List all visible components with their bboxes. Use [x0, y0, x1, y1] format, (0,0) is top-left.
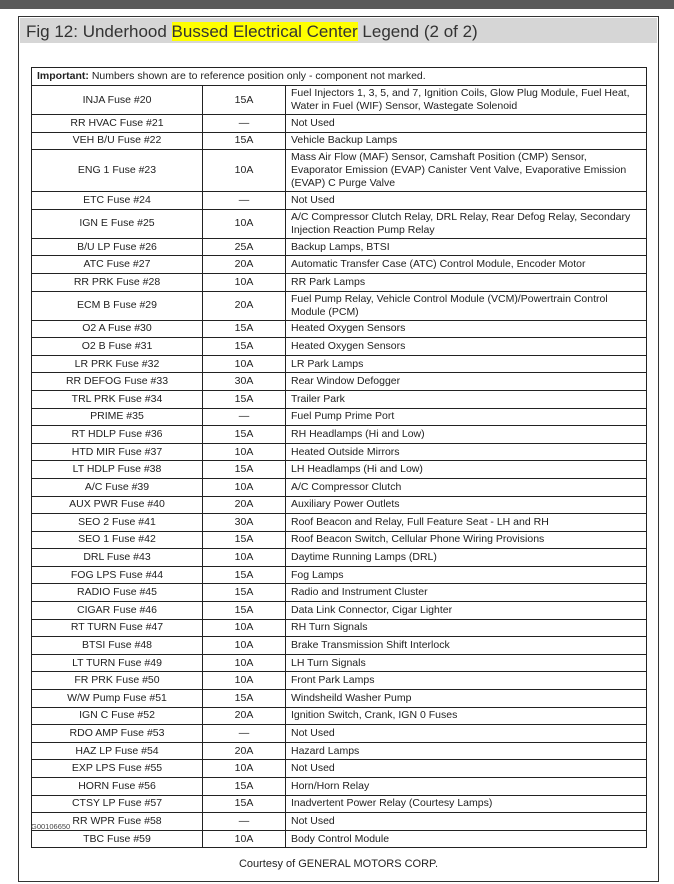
table-row	[32, 115, 647, 133]
fuse-amperage: 30A	[203, 373, 286, 391]
fuse-description: Not Used	[286, 813, 647, 831]
fuse-amperage: 20A	[203, 707, 286, 725]
fuse-name: RDO AMP Fuse #53	[32, 725, 203, 743]
fuse-description: Auxiliary Power Outlets	[286, 496, 647, 514]
table-row	[32, 725, 647, 743]
fuse-description: Fog Lamps	[286, 566, 647, 584]
fuse-name: RT TURN Fuse #47	[32, 619, 203, 637]
fuse-name: RADIO Fuse #45	[32, 584, 203, 602]
fuse-amperage: 15A	[203, 338, 286, 356]
table-row	[32, 654, 647, 672]
fuse-name: AUX PWR Fuse #40	[32, 496, 203, 514]
table-row	[32, 238, 647, 256]
fuse-amperage: —	[203, 192, 286, 210]
fuse-amperage: 10A	[203, 209, 286, 238]
fuse-name: ATC Fuse #27	[32, 256, 203, 274]
fuse-amperage: 30A	[203, 514, 286, 532]
fuse-amperage: 15A	[203, 602, 286, 620]
fuse-description: Fuel Pump Prime Port	[286, 408, 647, 426]
title-band	[20, 18, 657, 43]
table-row	[32, 531, 647, 549]
fuse-description: RH Turn Signals	[286, 619, 647, 637]
fuse-description: Mass Air Flow (MAF) Sensor, Camshaft Position (CMP) Sensor, Evaporator Emission (EVAP) Canister Vent Valve, Evaporative Emission (EVAP) C Purge Valve	[286, 150, 647, 192]
fuse-description: Vehicle Backup Lamps	[286, 132, 647, 150]
fuse-description: LH Turn Signals	[286, 654, 647, 672]
table-row	[32, 830, 647, 848]
table-row	[32, 672, 647, 690]
fuse-description: Windsheild Washer Pump	[286, 690, 647, 708]
table-row	[32, 637, 647, 655]
fuse-description: Data Link Connector, Cigar Lighter	[286, 602, 647, 620]
fuse-description: Heated Oxygen Sensors	[286, 320, 647, 338]
fuse-name: SEO 2 Fuse #41	[32, 514, 203, 532]
table-row	[32, 760, 647, 778]
fuse-amperage: 15A	[203, 461, 286, 479]
fuse-amperage: 15A	[203, 795, 286, 813]
title-text-end: Legend (2 of 2)	[357, 22, 478, 41]
fuse-description: Heated Outside Mirrors	[286, 443, 647, 461]
fuse-amperage: 10A	[203, 549, 286, 567]
fuse-description: Rear Window Defogger	[286, 373, 647, 391]
fuse-name: PRIME #35	[32, 408, 203, 426]
fuse-name: ETC Fuse #24	[32, 192, 203, 210]
fuse-legend-table	[31, 67, 647, 848]
important-label: Important:	[37, 70, 89, 82]
fuse-amperage: 10A	[203, 443, 286, 461]
fuse-name: B/U LP Fuse #26	[32, 238, 203, 256]
fuse-name: CTSY LP Fuse #57	[32, 795, 203, 813]
fuse-amperage: 15A	[203, 531, 286, 549]
table-row	[32, 742, 647, 760]
fuse-amperage: 20A	[203, 256, 286, 274]
title-highlight: Bussed Electrical Center	[171, 22, 358, 41]
fuse-description: Roof Beacon Switch, Cellular Phone Wiring Provisions	[286, 531, 647, 549]
fuse-name: FR PRK Fuse #50	[32, 672, 203, 690]
fuse-description: Brake Transmission Shift Interlock	[286, 637, 647, 655]
fuse-name: LR PRK Fuse #32	[32, 355, 203, 373]
fuse-description: Ignition Switch, Crank, IGN 0 Fuses	[286, 707, 647, 725]
fuse-description: Not Used	[286, 725, 647, 743]
important-row	[32, 68, 647, 86]
fuse-name: O2 A Fuse #30	[32, 320, 203, 338]
table-row	[32, 778, 647, 796]
fuse-description: Roof Beacon and Relay, Full Feature Seat - LH and RH	[286, 514, 647, 532]
fuse-description: RH Headlamps (Hi and Low)	[286, 426, 647, 444]
table-row	[32, 426, 647, 444]
important-text: Numbers shown are to reference position only - component not marked.	[88, 70, 426, 82]
fuse-amperage: —	[203, 115, 286, 133]
fuse-description: Fuel Pump Relay, Vehicle Control Module (VCM)/Powertrain Control Module (PCM)	[286, 291, 647, 320]
fuse-amperage: 10A	[203, 478, 286, 496]
fuse-name: INJA Fuse #20	[32, 86, 203, 115]
fuse-amperage: 15A	[203, 390, 286, 408]
fuse-name: ENG 1 Fuse #23	[32, 150, 203, 192]
table-row	[32, 273, 647, 291]
fuse-amperage: 25A	[203, 238, 286, 256]
table-row	[32, 209, 647, 238]
top-bar	[0, 0, 674, 9]
fuse-amperage: —	[203, 408, 286, 426]
fuse-name: LT TURN Fuse #49	[32, 654, 203, 672]
fuse-name: VEH B/U Fuse #22	[32, 132, 203, 150]
table-row	[32, 619, 647, 637]
table-row	[32, 150, 647, 192]
table-row	[32, 256, 647, 274]
table-row	[32, 707, 647, 725]
important-note	[32, 68, 647, 86]
fuse-name: HTD MIR Fuse #37	[32, 443, 203, 461]
fuse-amperage: 10A	[203, 150, 286, 192]
fuse-name: A/C Fuse #39	[32, 478, 203, 496]
fuse-description: LH Headlamps (Hi and Low)	[286, 461, 647, 479]
table-row	[32, 549, 647, 567]
fuse-name: LT HDLP Fuse #38	[32, 461, 203, 479]
fuse-description: Not Used	[286, 760, 647, 778]
fuse-description: RR Park Lamps	[286, 273, 647, 291]
table-row	[32, 478, 647, 496]
fuse-name: RT HDLP Fuse #36	[32, 426, 203, 444]
title-text: Fig 12: Underhood	[26, 22, 172, 41]
fuse-amperage: 10A	[203, 619, 286, 637]
fuse-name: BTSI Fuse #48	[32, 637, 203, 655]
fuse-amperage: 20A	[203, 291, 286, 320]
fuse-name: TBC Fuse #59	[32, 830, 203, 848]
fuse-description: Fuel Injectors 1, 3, 5, and 7, Ignition Coils, Glow Plug Module, Fuel Heat, Water in Fuel (WIF) Sensor, Wastegate Solenoid	[286, 86, 647, 115]
fuse-amperage: 10A	[203, 637, 286, 655]
fuse-description: A/C Compressor Clutch Relay, DRL Relay, Rear Defog Relay, Secondary Injection Reaction Pump Relay	[286, 209, 647, 238]
fuse-name: EXP LPS Fuse #55	[32, 760, 203, 778]
fuse-description: Backup Lamps, BTSI	[286, 238, 647, 256]
fuse-description: Radio and Instrument Cluster	[286, 584, 647, 602]
fuse-amperage: 10A	[203, 273, 286, 291]
table-row	[32, 390, 647, 408]
fuse-name: RR DEFOG Fuse #33	[32, 373, 203, 391]
fuse-description: Front Park Lamps	[286, 672, 647, 690]
fuse-amperage: 15A	[203, 778, 286, 796]
fuse-amperage: 15A	[203, 426, 286, 444]
fuse-description: Automatic Transfer Case (ATC) Control Module, Encoder Motor	[286, 256, 647, 274]
fuse-name: CIGAR Fuse #46	[32, 602, 203, 620]
table-row	[32, 496, 647, 514]
fuse-amperage: 15A	[203, 566, 286, 584]
fuse-amperage: —	[203, 813, 286, 831]
table-row	[32, 408, 647, 426]
fuse-amperage: 15A	[203, 86, 286, 115]
fuse-description: Daytime Running Lamps (DRL)	[286, 549, 647, 567]
table-row	[32, 461, 647, 479]
figure-title	[26, 22, 478, 42]
fuse-amperage: 10A	[203, 654, 286, 672]
courtesy-credit: Courtesy of GENERAL MOTORS CORP.	[238, 858, 439, 870]
fuse-name: TRL PRK Fuse #34	[32, 390, 203, 408]
table-row	[32, 320, 647, 338]
fuse-description: Heated Oxygen Sensors	[286, 338, 647, 356]
table-row	[32, 566, 647, 584]
fuse-name: RR WPR Fuse #58	[32, 813, 203, 831]
fuse-amperage: 20A	[203, 496, 286, 514]
table-row	[32, 690, 647, 708]
fuse-amperage: 15A	[203, 132, 286, 150]
table-row	[32, 514, 647, 532]
fuse-name: IGN C Fuse #52	[32, 707, 203, 725]
fuse-name: SEO 1 Fuse #42	[32, 531, 203, 549]
table-row	[32, 132, 647, 150]
table-row	[32, 86, 647, 115]
table-row	[32, 813, 647, 831]
fuse-name: HORN Fuse #56	[32, 778, 203, 796]
fuse-name: ECM B Fuse #29	[32, 291, 203, 320]
fuse-amperage: 10A	[203, 672, 286, 690]
table-row	[32, 338, 647, 356]
fuse-name: FOG LPS Fuse #44	[32, 566, 203, 584]
fuse-description: Body Control Module	[286, 830, 647, 848]
table-row	[32, 373, 647, 391]
fuse-description: Hazard Lamps	[286, 742, 647, 760]
fuse-name: O2 B Fuse #31	[32, 338, 203, 356]
table-row	[32, 443, 647, 461]
fuse-description: Trailer Park	[286, 390, 647, 408]
fuse-amperage: 15A	[203, 690, 286, 708]
figure-code: G00106650	[31, 822, 71, 831]
table-row	[32, 795, 647, 813]
fuse-name: RR HVAC Fuse #21	[32, 115, 203, 133]
fuse-amperage: 20A	[203, 742, 286, 760]
figure-panel	[18, 16, 659, 882]
fuse-amperage: 15A	[203, 320, 286, 338]
table-row	[32, 291, 647, 320]
table-row	[32, 192, 647, 210]
fuse-amperage: 15A	[203, 584, 286, 602]
fuse-amperage: —	[203, 725, 286, 743]
table-row	[32, 355, 647, 373]
fuse-name: HAZ LP Fuse #54	[32, 742, 203, 760]
fuse-amperage: 10A	[203, 830, 286, 848]
fuse-description: Inadvertent Power Relay (Courtesy Lamps)	[286, 795, 647, 813]
fuse-name: W/W Pump Fuse #51	[32, 690, 203, 708]
table-row	[32, 602, 647, 620]
fuse-amperage: 10A	[203, 760, 286, 778]
fuse-name: IGN E Fuse #25	[32, 209, 203, 238]
fuse-name: DRL Fuse #43	[32, 549, 203, 567]
fuse-description: LR Park Lamps	[286, 355, 647, 373]
fuse-description: Horn/Horn Relay	[286, 778, 647, 796]
fuse-amperage: 10A	[203, 355, 286, 373]
fuse-description: A/C Compressor Clutch	[286, 478, 647, 496]
fuse-name: RR PRK Fuse #28	[32, 273, 203, 291]
fuse-description: Not Used	[286, 115, 647, 133]
fuse-description: Not Used	[286, 192, 647, 210]
table-row	[32, 584, 647, 602]
